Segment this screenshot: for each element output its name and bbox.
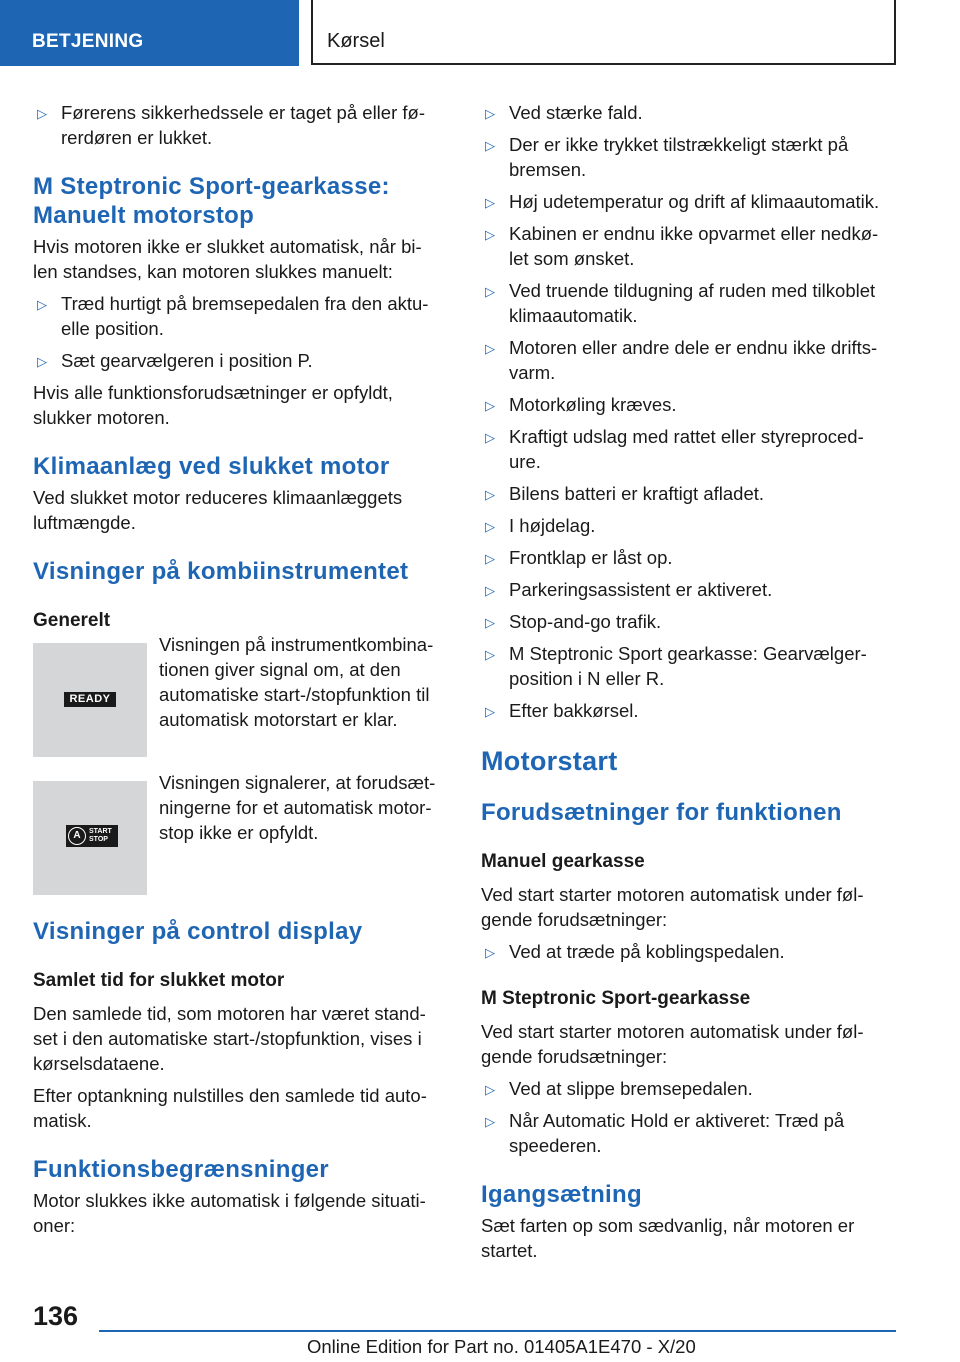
section-heading: M Steptronic Sport-gearkasse: Manuelt motorstop <box>33 173 390 229</box>
triangle-bullet-icon: ▷ <box>485 341 495 356</box>
list-item: ▷ M Steptronic Sport gearkasse: Gearvælger- position i N eller R. <box>485 643 867 689</box>
triangle-bullet-icon: ▷ <box>485 1114 495 1129</box>
triangle-bullet-icon: ▷ <box>485 487 495 502</box>
list-item: ▷ Træd hurtigt på bremsepedalen fra den aktu- elle position. <box>37 293 429 339</box>
list-item: ▷ Parkeringsassistent er aktiveret. <box>481 577 896 602</box>
list-item: ▷ Ved at træde på koblingspedalen. <box>481 939 896 964</box>
triangle-bullet-icon: ▷ <box>485 551 495 566</box>
paragraph: Ved start starter motoren automatisk under føl- gende forudsætninger: <box>481 884 864 930</box>
list-item: ▷ Kraftigt udslag med rattet eller styreproced- ure. <box>485 426 864 472</box>
triangle-bullet-icon: ▷ <box>485 284 495 299</box>
section-heading: Klimaanlæg ved slukket motor <box>33 453 390 480</box>
start-stop-off-icon: A START STOP <box>66 825 118 847</box>
paragraph: Visningen på instrumentkombina- tionen giver signal om, at den automatiske start-/stopfunktion til automatisk motorstart er klar. <box>159 634 434 730</box>
stop-display-block <box>33 772 443 895</box>
section-heading: Forudsætninger for funktionen <box>481 799 842 826</box>
list-item: ▷ Ved stærke fald. <box>481 100 896 125</box>
triangle-bullet-icon: ▷ <box>485 430 495 445</box>
list-item: ▷ Ved at slippe bremsepedalen. <box>481 1076 896 1101</box>
list-item: ▷ Der er ikke trykket tilstrækkeligt stærkt på bremsen. <box>485 134 849 180</box>
paragraph: Hvis alle funktionsforudsætninger er opfyldt, slukker motoren. <box>33 382 393 428</box>
paragraph: Motor slukkes ikke automatisk i følgende situati- oner: <box>33 1190 426 1236</box>
triangle-bullet-icon: ▷ <box>485 647 495 662</box>
subheading: M Steptronic Sport-gearkasse <box>481 988 751 1009</box>
section-heading: Motorstart <box>481 746 618 776</box>
list-item: ▷ Frontklap er låst op. <box>481 545 896 570</box>
chapter-header: Kørsel <box>311 0 896 65</box>
list-item: ▷ Motoren eller andre dele er endnu ikke drifts- varm. <box>485 337 878 383</box>
restriction-list <box>481 100 896 723</box>
list-item: ▷ Stop-and-go trafik. <box>481 609 896 634</box>
section-heading: Igangsætning <box>481 1181 642 1208</box>
list-item: ▷ Kabinen er endnu ikke opvarmet eller nedkø- let som ønsket. <box>485 223 879 269</box>
ready-indicator-image <box>33 643 147 757</box>
triangle-bullet-icon: ▷ <box>485 195 495 210</box>
left-column <box>33 100 443 1245</box>
ready-icon: READY <box>64 692 116 707</box>
triangle-bullet-icon: ▷ <box>485 615 495 630</box>
edition-note: Online Edition for Part no. 01405A1E470 - X/20 <box>307 1336 696 1357</box>
triangle-bullet-icon: ▷ <box>485 398 495 413</box>
paragraph: Hvis motoren ikke er slukket automatisk, når bi- len standses, kan motoren slukkes manuelt: <box>33 236 422 282</box>
paragraph: Ved slukket motor reduceres klimaanlæggets luftmængde. <box>33 487 403 533</box>
section-heading: Visninger på kombiinstrumentet <box>33 558 409 585</box>
paragraph: Ved start starter motoren automatisk under føl- gende forudsætninger: <box>481 1021 864 1067</box>
paragraph: Efter optankning nulstilles den samlede tid auto- matisk. <box>33 1085 427 1131</box>
triangle-bullet-icon: ▷ <box>485 106 495 121</box>
section-heading: Visninger på control display <box>33 918 363 945</box>
section-heading: Funktionsbegrænsninger <box>33 1156 329 1183</box>
triangle-bullet-icon: ▷ <box>485 704 495 719</box>
page-number: 136 <box>33 1301 79 1331</box>
triangle-bullet-icon: ▷ <box>485 227 495 242</box>
triangle-bullet-icon: ▷ <box>485 519 495 534</box>
list-item: ▷ Førerens sikkerhedssele er taget på eller fø- rerdøren er lukket. <box>37 102 425 148</box>
list-item: ▷ I højdelag. <box>481 513 896 538</box>
subheading: Samlet tid for slukket motor <box>33 970 285 991</box>
section-tab: BETJENING <box>0 0 299 66</box>
subheading: Generelt <box>33 610 111 631</box>
start-stop-indicator-image <box>33 781 147 895</box>
list-item: ▷ Høj udetemperatur og drift af klimaautomatik. <box>481 189 896 214</box>
paragraph: Den samlede tid, som motoren har været stand- set i den automatiske start-/stopfunktion, vises i kørselsdataene. <box>33 1003 426 1074</box>
triangle-bullet-icon: ▷ <box>37 354 47 369</box>
paragraph: Visningen signalerer, at forudsæt- ningerne for et automatisk motor- stop ikke er opfyldt. <box>159 772 436 843</box>
list-item: ▷ Efter bakkørsel. <box>481 698 896 723</box>
triangle-bullet-icon: ▷ <box>37 297 47 312</box>
list-item: ▷ Motorkøling kræves. <box>481 392 896 417</box>
triangle-bullet-icon: ▷ <box>485 945 495 960</box>
list-item: ▷ Bilens batteri er kraftigt afladet. <box>481 481 896 506</box>
footer-rule <box>99 1330 896 1332</box>
paragraph: Sæt farten op som sædvanlig, når motoren er startet. <box>481 1215 855 1261</box>
ready-display-block <box>33 634 443 757</box>
triangle-bullet-icon: ▷ <box>37 106 47 121</box>
right-column <box>481 100 896 1270</box>
subheading: Manuel gearkasse <box>481 851 645 872</box>
list-item: ▷ Sæt gearvælgeren i position P. <box>33 348 443 373</box>
list-item: ▷ Når Automatic Hold er aktiveret: Træd på speederen. <box>485 1110 845 1156</box>
triangle-bullet-icon: ▷ <box>485 138 495 153</box>
list-item: ▷ Ved truende tildugning af ruden med tilkoblet klimaautomatik. <box>485 280 876 326</box>
triangle-bullet-icon: ▷ <box>485 583 495 598</box>
triangle-bullet-icon: ▷ <box>485 1082 495 1097</box>
